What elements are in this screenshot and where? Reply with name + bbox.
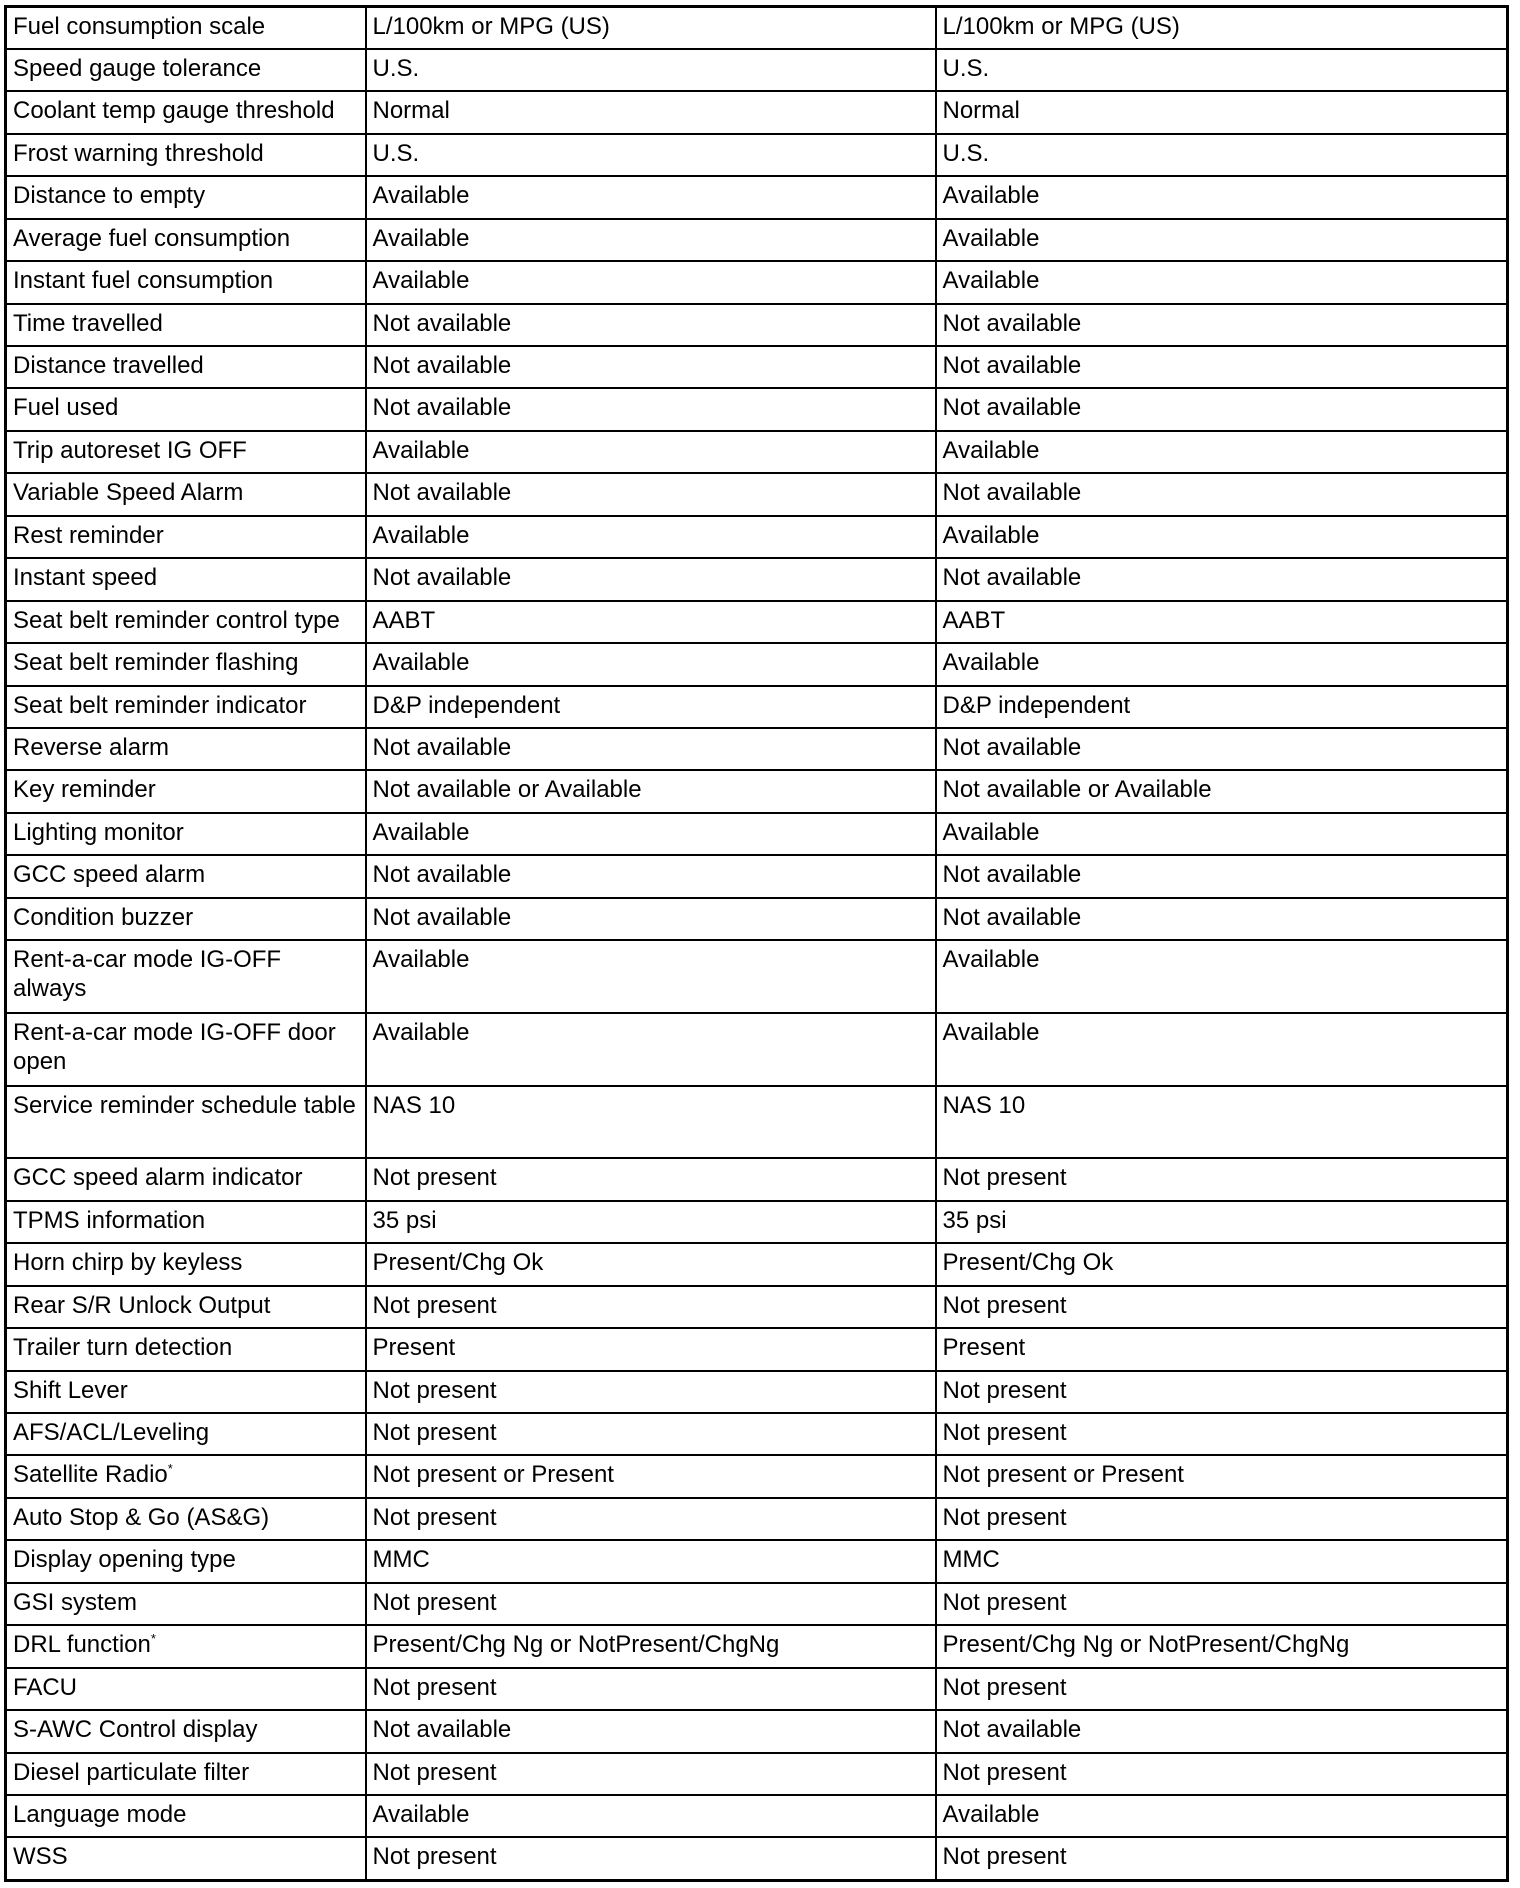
- feature-name-cell: [6, 304, 366, 346]
- value-cell-column-3: Available: [936, 940, 1508, 1013]
- feature-name: Rent-a-car mode IG-OFF door open: [13, 1018, 336, 1075]
- feature-name: Service reminder schedule table: [13, 1091, 356, 1119]
- value-cell-column-2: Not present: [366, 1286, 936, 1328]
- table-row: [6, 304, 1508, 346]
- feature-name: Satellite Radio: [13, 1461, 168, 1489]
- feature-name: Fuel consumption scale: [13, 13, 266, 40]
- value-cell-column-2: Not present: [366, 1753, 936, 1795]
- feature-name: Language mode: [13, 1800, 187, 1828]
- table-row: [6, 1413, 1508, 1455]
- table-row: [6, 813, 1508, 855]
- value-cell-column-3: Normal: [936, 91, 1508, 133]
- feature-name-cell: [6, 643, 366, 685]
- table-row: [6, 176, 1508, 218]
- table-row: [6, 1455, 1508, 1497]
- table-row: [6, 1201, 1508, 1243]
- value-cell-column-3: Not present: [936, 1371, 1508, 1413]
- value-cell-column-3: Not present: [936, 1837, 1508, 1880]
- value-cell-column-3: Available: [936, 1795, 1508, 1837]
- specification-table-body: [6, 7, 1508, 1881]
- value-cell-column-2: Available: [366, 643, 936, 685]
- feature-name-cell: [6, 1625, 366, 1667]
- feature-name: Condition buzzer: [13, 903, 194, 931]
- feature-name-cell: [6, 346, 366, 388]
- value-cell-column-2: Not available: [366, 1710, 936, 1752]
- table-row: [6, 1243, 1508, 1285]
- feature-name: Display opening type: [13, 1546, 236, 1574]
- feature-name: TPMS information: [13, 1206, 206, 1234]
- value-cell-column-3: Not available or Available: [936, 770, 1508, 812]
- table-row: [6, 261, 1508, 303]
- feature-name-cell: [6, 1158, 366, 1200]
- value-cell-column-2: Available: [366, 261, 936, 303]
- value-cell-column-3: L/100km or MPG (US): [936, 7, 1508, 49]
- table-row: [6, 1540, 1508, 1582]
- value-cell-column-3: MMC: [936, 1540, 1508, 1582]
- value-cell-column-3: Available: [936, 219, 1508, 261]
- feature-name: GSI system: [13, 1588, 138, 1616]
- feature-name: Rear S/R Unlock Output: [13, 1291, 271, 1319]
- value-cell-column-3: Available: [936, 431, 1508, 473]
- value-cell-column-2: Present/Chg Ng or NotPresent/ChgNg: [366, 1625, 936, 1667]
- table-row: [6, 1668, 1508, 1710]
- value-cell-column-2: Present/Chg Ok: [366, 1243, 936, 1285]
- table-row: [6, 1710, 1508, 1752]
- table-row: [6, 7, 1508, 49]
- value-cell-column-3: AABT: [936, 601, 1508, 643]
- feature-name-cell: [6, 1328, 366, 1370]
- table-row: [6, 1625, 1508, 1667]
- table-row: [6, 1837, 1508, 1880]
- value-cell-column-3: Not present: [936, 1498, 1508, 1540]
- value-cell-column-3: Available: [936, 261, 1508, 303]
- value-cell-column-2: U.S.: [366, 49, 936, 91]
- value-cell-column-3: Not present: [936, 1753, 1508, 1795]
- table-row: [6, 940, 1508, 1013]
- table-row: [6, 1583, 1508, 1625]
- feature-name-cell: [6, 7, 366, 49]
- feature-name-cell: [6, 431, 366, 473]
- feature-name: Coolant temp gauge threshold: [13, 97, 335, 125]
- feature-name-cell: [6, 1795, 366, 1837]
- feature-name-cell: [6, 1498, 366, 1540]
- value-cell-column-3: NAS 10: [936, 1086, 1508, 1159]
- feature-name: Seat belt reminder control type: [13, 606, 340, 634]
- feature-name: Reverse alarm: [13, 733, 170, 761]
- value-cell-column-2: Not present: [366, 1413, 936, 1455]
- feature-name-cell: [6, 1753, 366, 1795]
- feature-name: Speed gauge tolerance: [13, 54, 262, 82]
- feature-name-cell: [6, 558, 366, 600]
- value-cell-column-3: Present/Chg Ok: [936, 1243, 1508, 1285]
- value-cell-column-2: Not available: [366, 558, 936, 600]
- value-cell-column-3: Available: [936, 176, 1508, 218]
- feature-name: Distance travelled: [13, 352, 204, 379]
- feature-name: Key reminder: [13, 776, 156, 804]
- value-cell-column-3: Available: [936, 813, 1508, 855]
- feature-name: Shift Lever: [13, 1376, 128, 1404]
- table-row: [6, 558, 1508, 600]
- value-cell-column-3: Not available: [936, 473, 1508, 515]
- feature-name: Rest reminder: [13, 521, 164, 549]
- feature-name: Horn chirp by keyless: [13, 1249, 243, 1277]
- value-cell-column-2: MMC: [366, 1540, 936, 1582]
- feature-name-cell: [6, 49, 366, 91]
- value-cell-column-2: Not present: [366, 1498, 936, 1540]
- value-cell-column-3: Not present: [936, 1668, 1508, 1710]
- feature-name: Variable Speed Alarm: [13, 479, 244, 507]
- feature-name-cell: [6, 1710, 366, 1752]
- value-cell-column-2: Available: [366, 516, 936, 558]
- value-cell-column-2: U.S.: [366, 134, 936, 176]
- value-cell-column-2: Not available: [366, 388, 936, 430]
- feature-name-cell: [6, 686, 366, 728]
- value-cell-column-3: D&P independent: [936, 686, 1508, 728]
- value-cell-column-2: Not present or Present: [366, 1455, 936, 1497]
- feature-name-cell: [6, 219, 366, 261]
- value-cell-column-2: Not present: [366, 1837, 936, 1880]
- value-cell-column-2: Not available or Available: [366, 770, 936, 812]
- table-row: [6, 516, 1508, 558]
- feature-name: GCC speed alarm: [13, 861, 206, 889]
- value-cell-column-3: Not available: [936, 898, 1508, 940]
- table-row: [6, 1086, 1508, 1159]
- table-row: [6, 1371, 1508, 1413]
- feature-name-cell: [6, 1455, 366, 1497]
- table-row: [6, 770, 1508, 812]
- feature-name-cell: [6, 770, 366, 812]
- value-cell-column-3: Not available: [936, 304, 1508, 346]
- value-cell-column-2: Available: [366, 813, 936, 855]
- table-row: [6, 346, 1508, 388]
- feature-name-cell: [6, 601, 366, 643]
- value-cell-column-2: Not available: [366, 898, 936, 940]
- table-row: [6, 1795, 1508, 1837]
- table-row: [6, 1286, 1508, 1328]
- feature-name-cell: [6, 1243, 366, 1285]
- table-row: [6, 1753, 1508, 1795]
- value-cell-column-3: Not available: [936, 855, 1508, 897]
- table-row: [6, 898, 1508, 940]
- table-row: [6, 431, 1508, 473]
- value-cell-column-2: AABT: [366, 601, 936, 643]
- table-row: [6, 49, 1508, 91]
- value-cell-column-2: Not available: [366, 346, 936, 388]
- value-cell-column-2: D&P independent: [366, 686, 936, 728]
- feature-name-cell: [6, 1086, 366, 1159]
- value-cell-column-3: Not available: [936, 388, 1508, 430]
- table-row: [6, 1328, 1508, 1370]
- value-cell-column-2: Present: [366, 1328, 936, 1370]
- table-row: [6, 91, 1508, 133]
- table-row: [6, 1498, 1508, 1540]
- value-cell-column-2: Not available: [366, 728, 936, 770]
- feature-name: Lighting monitor: [13, 818, 184, 846]
- feature-name-cell: [6, 1837, 366, 1880]
- feature-name-cell: [6, 91, 366, 133]
- table-row: [6, 134, 1508, 176]
- feature-name-cell: [6, 261, 366, 303]
- feature-name-cell: [6, 1540, 366, 1582]
- table-row: [6, 1013, 1508, 1086]
- value-cell-column-3: Not available: [936, 558, 1508, 600]
- value-cell-column-2: Available: [366, 940, 936, 1013]
- value-cell-column-3: Not present: [936, 1286, 1508, 1328]
- feature-name: Trip autoreset IG OFF: [13, 436, 247, 464]
- value-cell-column-2: Available: [366, 219, 936, 261]
- value-cell-column-2: NAS 10: [366, 1086, 936, 1159]
- feature-name: GCC speed alarm indicator: [13, 1164, 303, 1192]
- feature-name: WSS: [13, 1843, 68, 1871]
- table-row: [6, 686, 1508, 728]
- value-cell-column-2: Normal: [366, 91, 936, 133]
- value-cell-column-3: Available: [936, 643, 1508, 685]
- table-row: [6, 855, 1508, 897]
- feature-name: Distance to empty: [13, 182, 206, 210]
- value-cell-column-3: 35 psi: [936, 1201, 1508, 1243]
- feature-name-cell: [6, 898, 366, 940]
- value-cell-column-2: Not available: [366, 855, 936, 897]
- value-cell-column-3: U.S.: [936, 49, 1508, 91]
- feature-name-cell: [6, 176, 366, 218]
- feature-name-cell: [6, 1371, 366, 1413]
- feature-name: AFS/ACL/Leveling: [13, 1419, 210, 1447]
- value-cell-column-2: L/100km or MPG (US): [366, 7, 936, 49]
- feature-name: Frost warning threshold: [13, 139, 264, 167]
- value-cell-column-2: 35 psi: [366, 1201, 936, 1243]
- feature-name-cell: [6, 388, 366, 430]
- value-cell-column-3: Not present: [936, 1583, 1508, 1625]
- feature-name: Rent-a-car mode IG-OFF always: [13, 946, 282, 1003]
- feature-name: DRL function: [13, 1631, 151, 1659]
- table-row: [6, 219, 1508, 261]
- table-row: [6, 728, 1508, 770]
- feature-name: Fuel used: [13, 394, 119, 422]
- feature-name-cell: [6, 813, 366, 855]
- table-row: [6, 1158, 1508, 1200]
- feature-name: Instant speed: [13, 564, 158, 592]
- feature-name: Seat belt reminder flashing: [13, 649, 299, 677]
- feature-name-cell: [6, 1201, 366, 1243]
- footnote-mark: *: [150, 1631, 156, 1647]
- feature-name: S-AWC Control display: [13, 1716, 258, 1744]
- feature-name: Auto Stop & Go (AS&G): [13, 1503, 270, 1531]
- specification-table: [4, 5, 1509, 1882]
- value-cell-column-3: Not available: [936, 346, 1508, 388]
- value-cell-column-2: Available: [366, 1795, 936, 1837]
- feature-name: Diesel particulate filter: [13, 1758, 250, 1786]
- feature-name-cell: [6, 473, 366, 515]
- value-cell-column-2: Available: [366, 1013, 936, 1086]
- table-row: [6, 388, 1508, 430]
- value-cell-column-3: Not present: [936, 1158, 1508, 1200]
- feature-name: FACU: [13, 1673, 78, 1701]
- value-cell-column-3: Not present: [936, 1413, 1508, 1455]
- value-cell-column-3: Available: [936, 1013, 1508, 1086]
- feature-name: Time travelled: [13, 309, 163, 337]
- table-row: [6, 601, 1508, 643]
- feature-name: Average fuel consumption: [13, 224, 291, 252]
- value-cell-column-3: Not available: [936, 1710, 1508, 1752]
- value-cell-column-2: Not present: [366, 1583, 936, 1625]
- value-cell-column-3: Present: [936, 1328, 1508, 1370]
- feature-name-cell: [6, 1583, 366, 1625]
- value-cell-column-3: Not available: [936, 728, 1508, 770]
- value-cell-column-3: Not present or Present: [936, 1455, 1508, 1497]
- feature-name-cell: [6, 1013, 366, 1086]
- footnote-mark: *: [167, 1461, 173, 1477]
- value-cell-column-2: Not available: [366, 304, 936, 346]
- feature-name-cell: [6, 855, 366, 897]
- feature-name-cell: [6, 516, 366, 558]
- feature-name-cell: [6, 1668, 366, 1710]
- value-cell-column-2: Available: [366, 176, 936, 218]
- feature-name-cell: [6, 940, 366, 1013]
- feature-name: Seat belt reminder indicator: [13, 691, 307, 719]
- value-cell-column-2: Not present: [366, 1668, 936, 1710]
- value-cell-column-3: Available: [936, 516, 1508, 558]
- value-cell-column-2: Not present: [366, 1371, 936, 1413]
- feature-name-cell: [6, 134, 366, 176]
- value-cell-column-3: U.S.: [936, 134, 1508, 176]
- value-cell-column-3: Present/Chg Ng or NotPresent/ChgNg: [936, 1625, 1508, 1667]
- value-cell-column-2: Not available: [366, 473, 936, 515]
- value-cell-column-2: Not present: [366, 1158, 936, 1200]
- feature-name-cell: [6, 1286, 366, 1328]
- feature-name-cell: [6, 728, 366, 770]
- table-row: [6, 473, 1508, 515]
- value-cell-column-2: Available: [366, 431, 936, 473]
- feature-name-cell: [6, 1413, 366, 1455]
- feature-name: Trailer turn detection: [13, 1334, 233, 1362]
- table-row: [6, 643, 1508, 685]
- feature-name: Instant fuel consumption: [13, 267, 274, 295]
